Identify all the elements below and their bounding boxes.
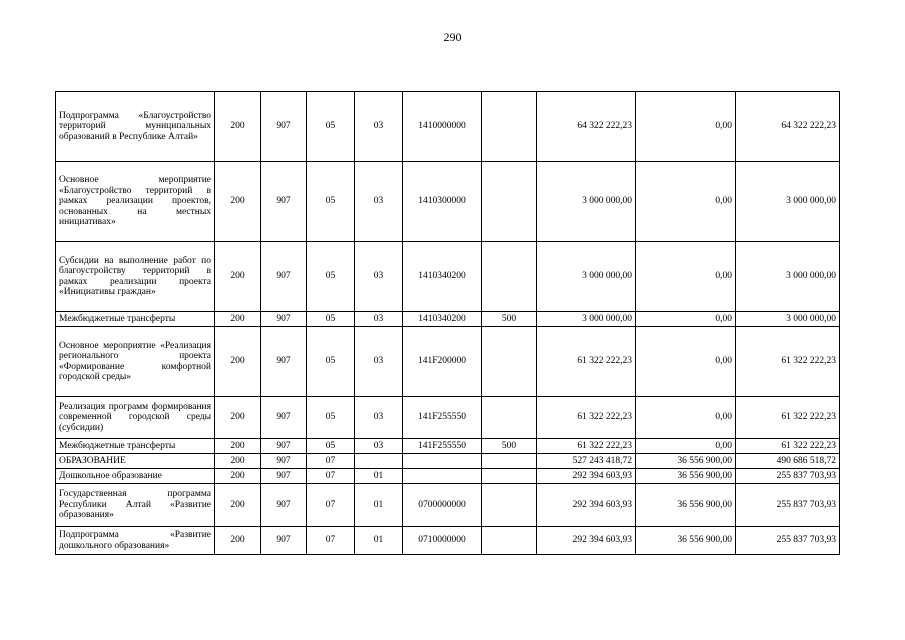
expense-type-code [482, 327, 537, 397]
section-code: 07 [307, 469, 355, 484]
regional-amount: 255 837 703,93 [736, 527, 840, 555]
row-name: Межбюджетные трансферты [56, 312, 215, 327]
total-amount: 292 394 603,93 [537, 469, 636, 484]
ministry-code: 907 [261, 454, 307, 469]
subsection-code: 03 [355, 92, 403, 162]
subsection-code [355, 454, 403, 469]
section-code: 05 [307, 397, 355, 439]
ministry-code: 907 [261, 312, 307, 327]
admin-code: 200 [215, 162, 261, 242]
subsection-code: 03 [355, 327, 403, 397]
row-name: Реализация программ формирования современной городской среды (субсидии) [56, 397, 215, 439]
regional-amount: 64 322 222,23 [736, 92, 840, 162]
subsection-code: 01 [355, 527, 403, 555]
total-amount: 292 394 603,93 [537, 527, 636, 555]
regional-amount: 255 837 703,93 [736, 469, 840, 484]
ministry-code: 907 [261, 162, 307, 242]
federal-amount: 36 556 900,00 [636, 454, 736, 469]
target-code [403, 469, 482, 484]
regional-amount: 3 000 000,00 [736, 312, 840, 327]
row-name: Подпрограмма «Благоустройство территорий муниципальных образований в Республике Алтай» [56, 92, 215, 162]
subsection-code: 03 [355, 397, 403, 439]
admin-code: 200 [215, 454, 261, 469]
target-code: 1410300000 [403, 162, 482, 242]
expense-type-code: 500 [482, 439, 537, 454]
table-row [56, 469, 840, 484]
target-code: 1410000000 [403, 92, 482, 162]
table-row [56, 327, 840, 397]
target-code: 141F255550 [403, 397, 482, 439]
row-name: Дошкольное образование [56, 469, 215, 484]
target-code: 1410340200 [403, 312, 482, 327]
total-amount: 64 322 222,23 [537, 92, 636, 162]
federal-amount: 36 556 900,00 [636, 484, 736, 527]
admin-code: 200 [215, 469, 261, 484]
target-code: 0710000000 [403, 527, 482, 555]
regional-amount: 3 000 000,00 [736, 242, 840, 312]
ministry-code: 907 [261, 92, 307, 162]
table-row [56, 92, 840, 162]
federal-amount: 0,00 [636, 162, 736, 242]
admin-code: 200 [215, 242, 261, 312]
target-code: 141F200000 [403, 327, 482, 397]
table-row [56, 527, 840, 555]
budget-table [55, 91, 840, 555]
target-code: 0700000000 [403, 484, 482, 527]
row-name: Субсидии на выполнение работ по благоустройству территорий в рамках реализации проекта «Инициативы граждан» [56, 242, 215, 312]
row-name: Основное мероприятие «Благоустройство территорий в рамках реализации проектов, основанных на местных инициативах» [56, 162, 215, 242]
table-row [56, 162, 840, 242]
target-code: 141F255550 [403, 439, 482, 454]
total-amount: 61 322 222,23 [537, 439, 636, 454]
regional-amount: 3 000 000,00 [736, 162, 840, 242]
subsection-code: 03 [355, 162, 403, 242]
regional-amount: 61 322 222,23 [736, 439, 840, 454]
row-name: Межбюджетные трансферты [56, 439, 215, 454]
admin-code: 200 [215, 327, 261, 397]
ministry-code: 907 [261, 242, 307, 312]
target-code [403, 454, 482, 469]
total-amount: 3 000 000,00 [537, 312, 636, 327]
admin-code: 200 [215, 484, 261, 527]
ministry-code: 907 [261, 439, 307, 454]
federal-amount: 36 556 900,00 [636, 469, 736, 484]
ministry-code: 907 [261, 484, 307, 527]
section-code: 05 [307, 92, 355, 162]
total-amount: 3 000 000,00 [537, 242, 636, 312]
expense-type-code [482, 242, 537, 312]
page-number: 290 [443, 30, 462, 44]
subsection-code: 03 [355, 312, 403, 327]
federal-amount: 0,00 [636, 397, 736, 439]
table-row [56, 439, 840, 454]
expense-type-code [482, 469, 537, 484]
section-code: 05 [307, 327, 355, 397]
ministry-code: 907 [261, 527, 307, 555]
section-code: 07 [307, 454, 355, 469]
total-amount: 61 322 222,23 [537, 397, 636, 439]
admin-code: 200 [215, 92, 261, 162]
table-row [56, 484, 840, 527]
expense-type-code: 500 [482, 312, 537, 327]
row-name: Подпрограмма «Развитие дошкольного образования» [56, 527, 215, 555]
regional-amount: 490 686 518,72 [736, 454, 840, 469]
subsection-code: 01 [355, 484, 403, 527]
subsection-code: 03 [355, 439, 403, 454]
admin-code: 200 [215, 312, 261, 327]
table-row [56, 397, 840, 439]
federal-amount: 0,00 [636, 327, 736, 397]
section-code: 05 [307, 312, 355, 327]
row-name: Государственная программа Республики Алтай «Развитие образования» [56, 484, 215, 527]
table-row [56, 312, 840, 327]
total-amount: 292 394 603,93 [537, 484, 636, 527]
admin-code: 200 [215, 439, 261, 454]
expense-type-code [482, 527, 537, 555]
total-amount: 61 322 222,23 [537, 327, 636, 397]
ministry-code: 907 [261, 327, 307, 397]
expense-type-code [482, 162, 537, 242]
expense-type-code [482, 454, 537, 469]
admin-code: 200 [215, 527, 261, 555]
federal-amount: 36 556 900,00 [636, 527, 736, 555]
table-row [56, 454, 840, 469]
row-name: ОБРАЗОВАНИЕ [56, 454, 215, 469]
section-code: 07 [307, 527, 355, 555]
ministry-code: 907 [261, 397, 307, 439]
section-code: 05 [307, 439, 355, 454]
regional-amount: 61 322 222,23 [736, 327, 840, 397]
admin-code: 200 [215, 397, 261, 439]
expense-type-code [482, 484, 537, 527]
target-code: 1410340200 [403, 242, 482, 312]
regional-amount: 61 322 222,23 [736, 397, 840, 439]
total-amount: 3 000 000,00 [537, 162, 636, 242]
section-code: 07 [307, 484, 355, 527]
subsection-code: 01 [355, 469, 403, 484]
section-code: 05 [307, 162, 355, 242]
subsection-code: 03 [355, 242, 403, 312]
total-amount: 527 243 418,72 [537, 454, 636, 469]
federal-amount: 0,00 [636, 242, 736, 312]
section-code: 05 [307, 242, 355, 312]
ministry-code: 907 [261, 469, 307, 484]
row-name: Основное мероприятие «Реализация регионального проекта «Формирование комфортной городской среды» [56, 327, 215, 397]
federal-amount: 0,00 [636, 92, 736, 162]
expense-type-code [482, 397, 537, 439]
expense-type-code [482, 92, 537, 162]
federal-amount: 0,00 [636, 312, 736, 327]
table-row [56, 242, 840, 312]
regional-amount: 255 837 703,93 [736, 484, 840, 527]
federal-amount: 0,00 [636, 439, 736, 454]
